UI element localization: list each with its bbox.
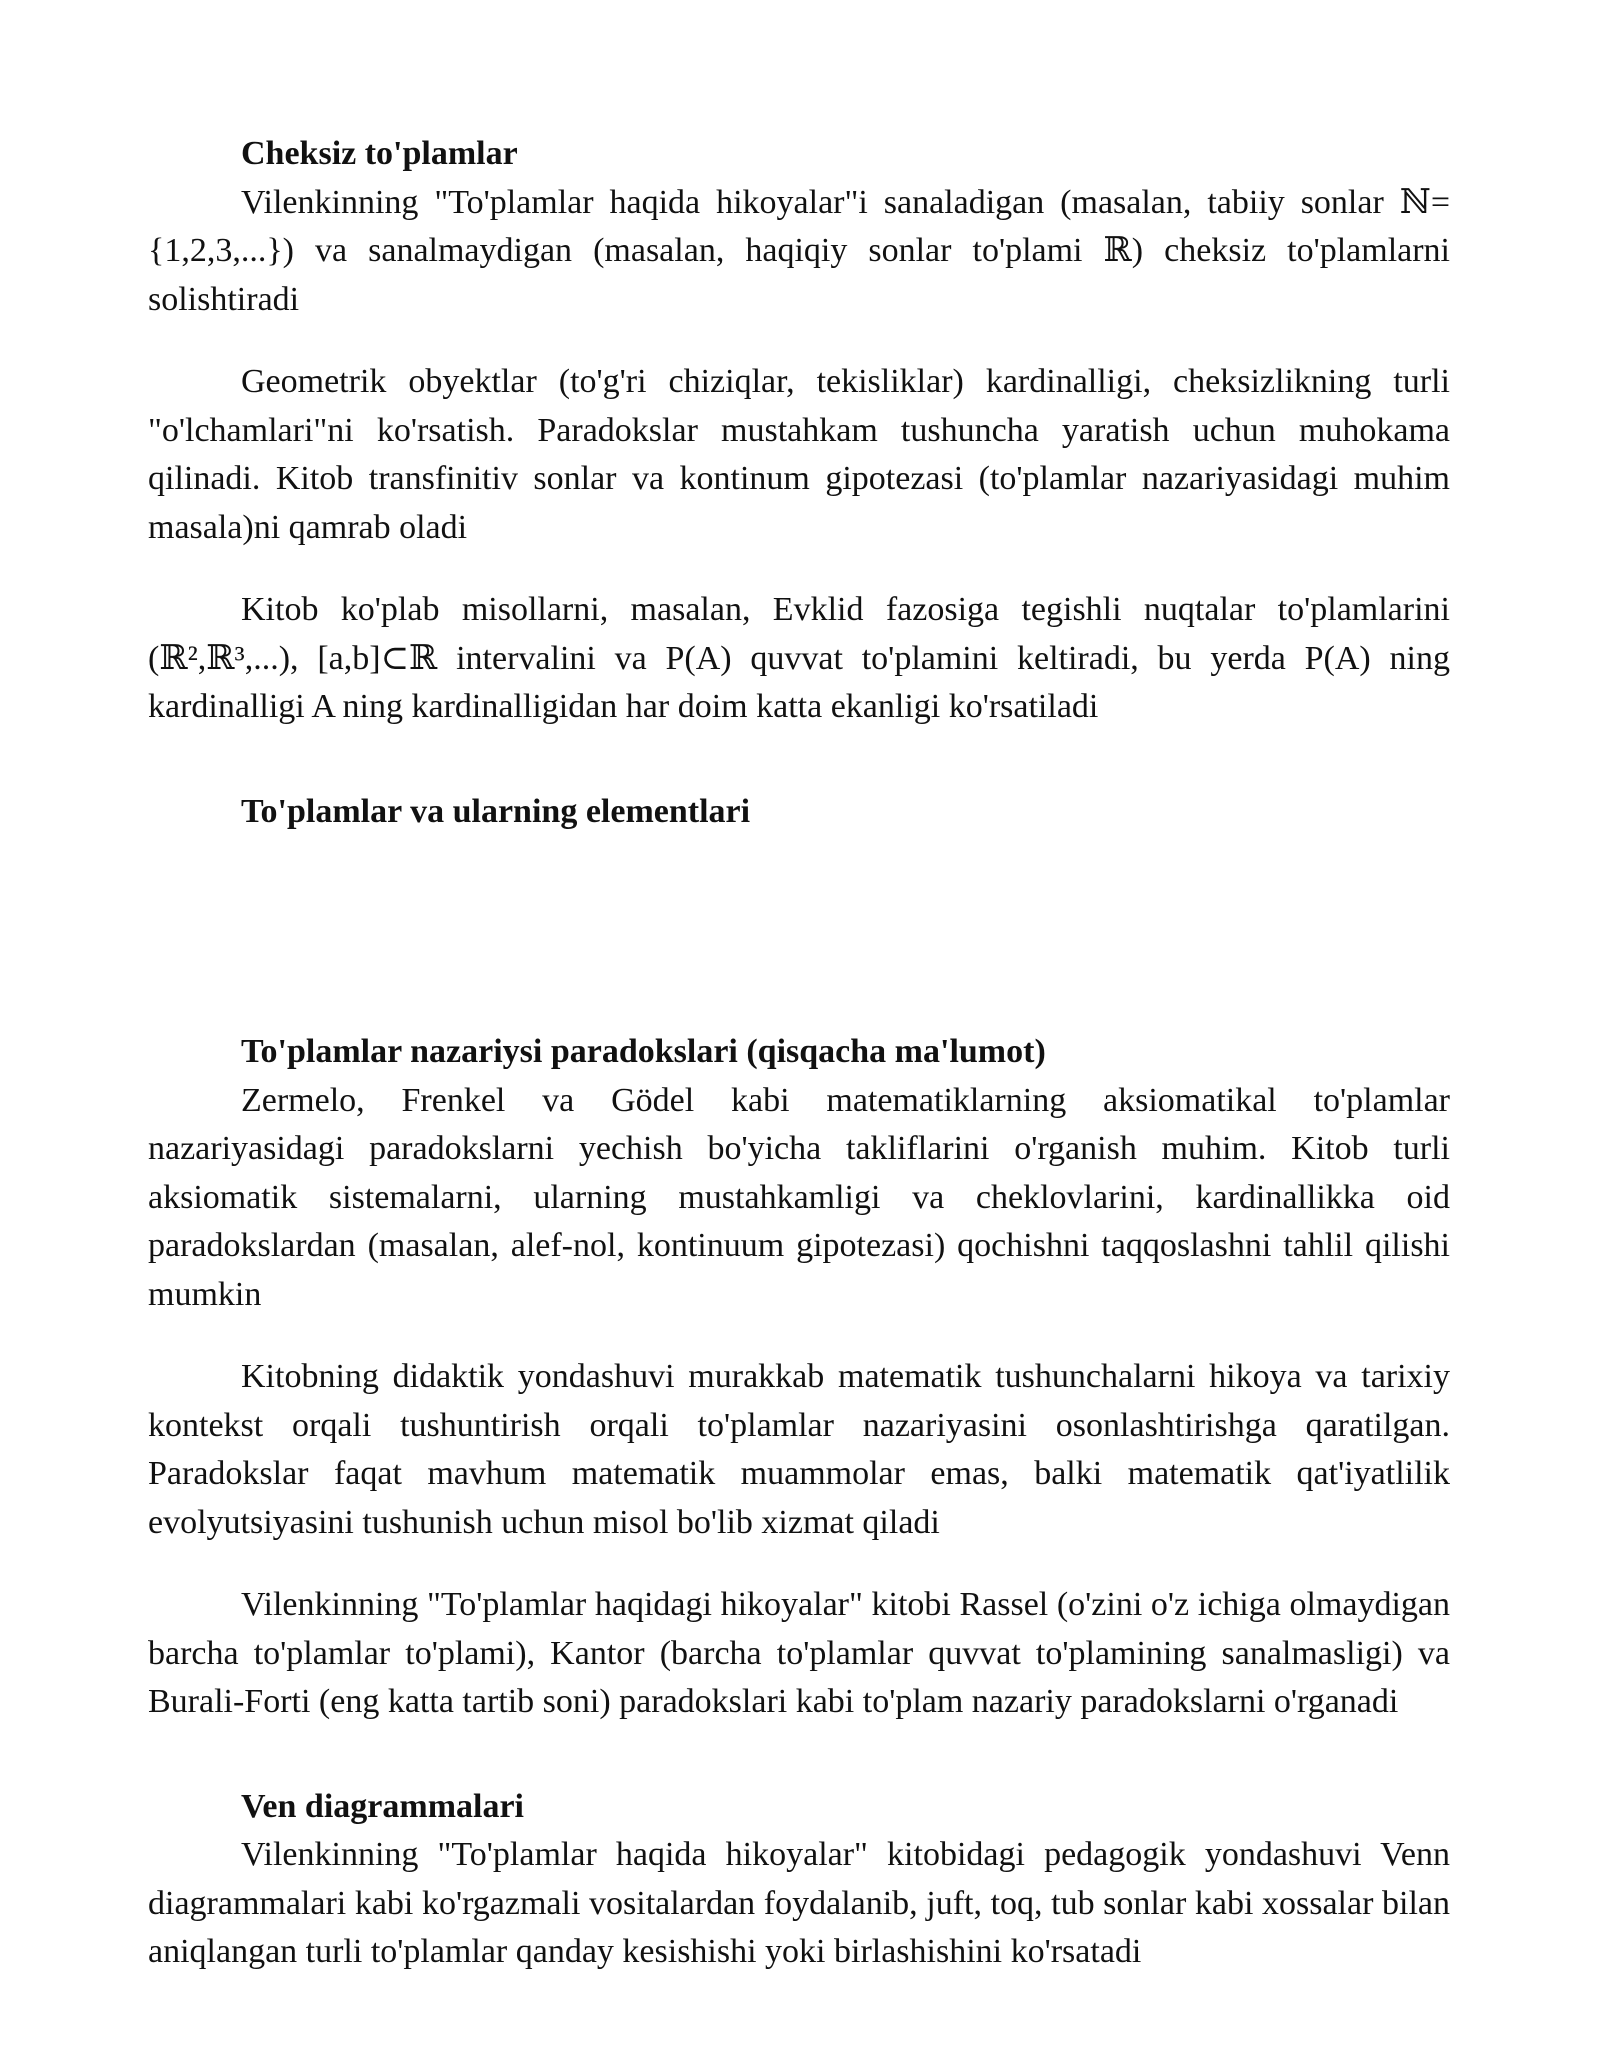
paragraph: Vilenkinning "To'plamlar haqida hikoyalar"i sanaladigan (masalan, tabiiy sonlar ℕ={1,2,3,...}) va sanalmaydigan (masalan, haqiqiy sonlar to'plami ℝ) cheksiz to'plamlarni solishtiradi — [148, 183, 1450, 318]
paragraph-spacer — [148, 1319, 1450, 1353]
paragraph: Vilenkinning "To'plamlar haqidagi hikoyalar" kitobi Rassel (o'zini o'z ichiga olmaydigan barcha to'plamlar to'plami), Kantor (barcha to'plamlar quvvat to'plamining sanalmasligi) va Burali-Forti (eng katta tartib soni) paradokslari kabi to'plam nazariy paradokslarni o'rganadi — [148, 1586, 1450, 1720]
paragraph-spacer — [148, 552, 1450, 586]
document-page — [148, 130, 1450, 1977]
section-spacer — [148, 1727, 1450, 1783]
paragraph-spacer — [148, 324, 1450, 358]
paragraph: Kitobning didaktik yondashuvi murakkab matematik tushunchalarni hikoya va tarixiy kontekst orqali tushuntirish orqali to'plamlar nazariyasini osonlashtirishga qaratilgan. Paradokslar faqat mavhum matematik muammolar emas, balki matematik qat'iyatlilik evolyutsiyasini tushunish uchun misol bo'lib xizmat qiladi — [148, 1358, 1450, 1541]
section-heading-paradoxes: To'plamlar nazariysi paradokslari (qisqacha ma'lumot) — [241, 1033, 1046, 1070]
paragraph: Geometrik obyektlar (to'g'ri chiziqlar, tekisliklar) kardinalligi, cheksizlikning turli "o'lchamlari"ni ko'rsatish. Paradokslar mustahkam tushuncha yaratish uchun muhokama qilinadi. Kitob transfinitiv sonlar va kontinum gipotezasi (to'plamlar nazariyasidagi muhim masala)ni qamrab oladi — [148, 363, 1450, 546]
paragraph-spacer — [148, 1547, 1450, 1581]
section-heading-infinite-sets: Cheksiz to'plamlar — [241, 135, 518, 172]
paragraph: Zermelo, Frenkel va Gödel kabi matematiklarning aksiomatikal to'plamlar nazariyasidagi paradokslarni yechish bo'yicha takliflarini o'rganish muhim. Kitob turli aksiomatik sistemalarni, ularning mustahkamligi va cheklovlarini, kardinallikka oid paradokslardan (masalan, alef-nol, kontinuum gipotezasi) qochishni taqqoslashni tahlil qilishi mumkin — [148, 1081, 1450, 1313]
section-spacer — [148, 836, 1450, 1028]
section-heading-sets-and-elements: To'plamlar va ularning elementlari — [241, 792, 751, 830]
section-heading-venn-diagrams: Ven diagrammalari — [241, 1787, 525, 1825]
paragraph: Vilenkinning "To'plamlar haqida hikoyalar" kitobidagi pedagogik yondashuvi Venn diagrammalari kabi ko'rgazmali vositalardan foydalanib, juft, toq, tub sonlar kabi xossalar bilan aniqlangan turli to'plamlar qanday kesishishi yoki birlashishini ko'rsatadi — [148, 1836, 1450, 1970]
paragraph: Kitob ko'plab misollarni, masalan, Evklid fazosiga tegishli nuqtalar to'plamlarini (ℝ²,ℝ³,...), [a,b]⊂ℝ intervalini va P(A) quvvat to'plamini keltiradi, bu yerda P(A) ning kardinalligi A ning kardinalligidan har doim katta ekanligi ko'rsatiladi — [148, 591, 1450, 725]
section-spacer — [148, 732, 1450, 788]
